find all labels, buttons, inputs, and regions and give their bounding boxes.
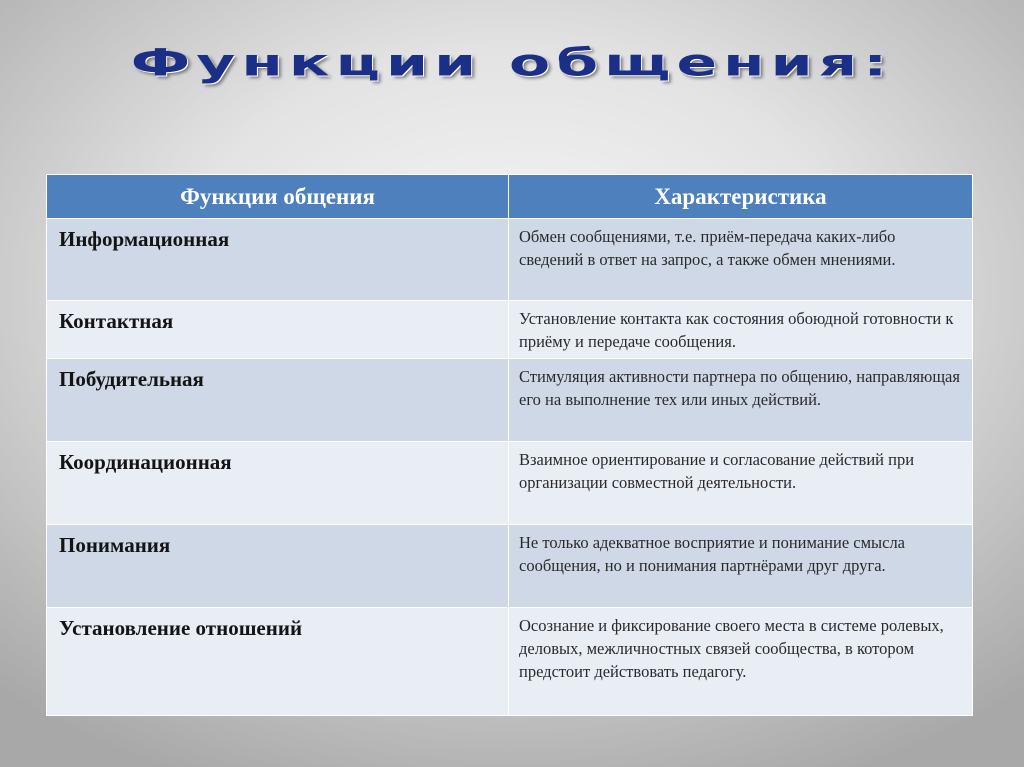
function-description: Установление контакта как состояния обоюдной готовности к приёму и передаче сообщения. <box>509 301 973 359</box>
table-row <box>47 359 973 442</box>
function-name: Информационная <box>47 219 509 301</box>
functions-table-container <box>46 174 972 714</box>
function-name: Побудительная <box>47 359 509 442</box>
function-description: Не только адекватное восприятие и понимание смысла сообщения, но и понимания партнёрами друг друга. <box>509 525 973 608</box>
table-row <box>47 301 973 359</box>
table-row <box>47 608 973 716</box>
function-description: Обмен сообщениями, т.е. приём-передача каких-либо сведений в ответ на запрос, а также обмен мнениями. <box>509 219 973 301</box>
function-name: Понимания <box>47 525 509 608</box>
slide-title: Функции общения: <box>130 41 894 85</box>
function-description: Взаимное ориентирование и согласование действий при организации совместной деятельности. <box>509 442 973 525</box>
table-row <box>47 219 973 301</box>
header-functions: Функции общения <box>47 175 509 219</box>
function-description: Осознание и фиксирование своего места в системе ролевых, деловых, межличностных связей сообщества, в котором предстоит действовать педагогу. <box>509 608 973 716</box>
function-name: Координационная <box>47 442 509 525</box>
table-row <box>47 525 973 608</box>
function-name: Контактная <box>47 301 509 359</box>
header-characteristic: Характеристика <box>509 175 973 219</box>
table-header-row <box>47 175 973 219</box>
table-row <box>47 442 973 525</box>
function-description: Стимуляция активности партнера по общению, направляющая его на выполнение тех или иных действий. <box>509 359 973 442</box>
function-name: Установление отношений <box>47 608 509 716</box>
functions-table <box>46 174 973 716</box>
